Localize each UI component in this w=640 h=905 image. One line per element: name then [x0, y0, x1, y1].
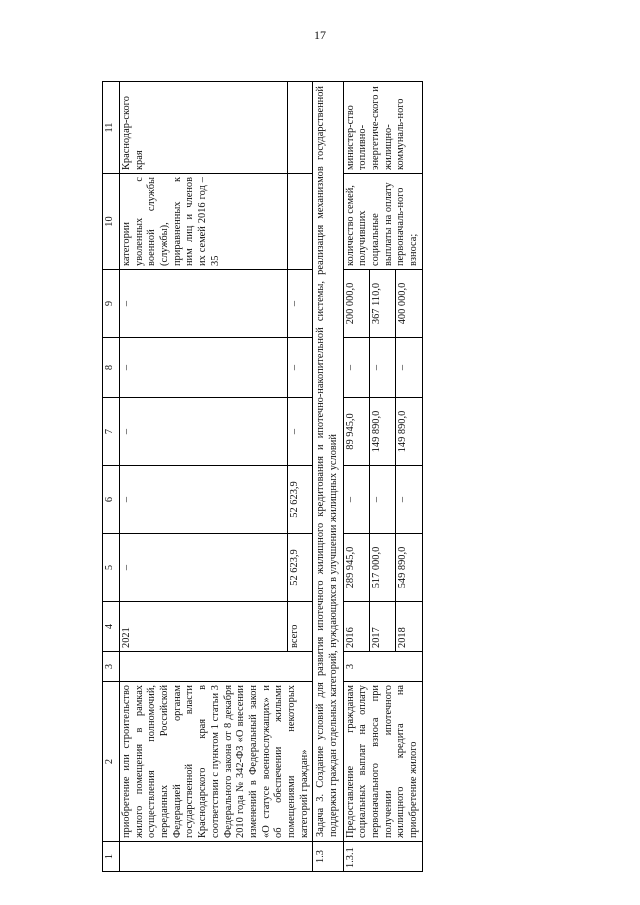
- header-cell: 4: [103, 602, 120, 652]
- task-number: 1.3: [313, 842, 343, 872]
- col3-cell: 3: [343, 652, 422, 682]
- measure-description: приобретение или строительство жилого помещения в рамках осуществления полномочий, переданных Российской Федерацией органам государственной власти Краснодарского края в соответствии с пунктом 1 статьи 3 Федерального закона от 8 декабря 2010 года № 342-ФЗ «О внесении изменений в Федеральный закон «О статусе военнослужащих» и об обеспечении жилыми помещениями некоторых категорий граждан»: [120, 682, 313, 842]
- value-cell: –: [288, 398, 313, 466]
- measure-description: Предоставление гражданам социальных выплат на оплату первоначального взноса при получении ипотечного жилищного кредита на приобретение жилого: [343, 682, 422, 842]
- value-cell: 400 000,0: [396, 270, 422, 338]
- header-cell: 2: [103, 682, 120, 842]
- task-row: [313, 82, 343, 872]
- header-cell: 11: [103, 82, 120, 174]
- col3-cell: [120, 652, 313, 682]
- table-row: [120, 82, 288, 872]
- page-number: 17: [314, 28, 326, 42]
- row-number-cell: 1.3.1: [343, 842, 422, 872]
- header-cell: 3: [103, 652, 120, 682]
- value-cell: 149 890,0: [396, 398, 422, 466]
- executor-cell: министер-ство топливно-энергетиче-ского и жилищно-коммуналь-ного: [343, 82, 422, 174]
- value-cell: –: [120, 466, 288, 534]
- value-cell: –: [396, 466, 422, 534]
- year-cell: 2016: [343, 602, 369, 652]
- value-cell: –: [120, 534, 288, 602]
- header-cell: 7: [103, 398, 120, 466]
- value-cell: –: [288, 338, 313, 398]
- header-cell: 5: [103, 534, 120, 602]
- executor-cell: Краснодар-ского края: [120, 82, 288, 174]
- header-cell: 6: [103, 466, 120, 534]
- value-cell: –: [120, 398, 288, 466]
- header-cell: 10: [103, 174, 120, 270]
- indicator-cell: [288, 174, 313, 270]
- value-cell: 200 000,0: [343, 270, 369, 338]
- value-cell: –: [288, 270, 313, 338]
- value-cell: 52 623,9: [288, 466, 313, 534]
- value-cell: –: [370, 466, 396, 534]
- table-row: [343, 82, 369, 872]
- program-table: [102, 81, 423, 872]
- year-cell: 2018: [396, 602, 422, 652]
- year-cell: 2021: [120, 602, 288, 652]
- year-cell: 2017: [370, 602, 396, 652]
- value-cell: 149 890,0: [370, 398, 396, 466]
- value-cell: –: [343, 466, 369, 534]
- row-number-cell: [120, 842, 313, 872]
- value-cell: –: [120, 270, 288, 338]
- value-cell: –: [343, 338, 369, 398]
- value-cell: 549 890,0: [396, 534, 422, 602]
- value-cell: 367 110,0: [370, 270, 396, 338]
- header-cell: 1: [103, 842, 120, 872]
- header-row: [103, 82, 120, 872]
- value-cell: 52 623,9: [288, 534, 313, 602]
- total-label: всего: [288, 602, 313, 652]
- value-cell: –: [120, 338, 288, 398]
- task-text: Задача 3. Создание условий для развития ипотечного жилищного кредитования и ипотечно-накопительной системы, реализация механизмов государственной поддержки граждан отдельных категорий, нуждающихся в улучшении жилищных условий: [313, 82, 343, 842]
- executor-cell: [288, 82, 313, 174]
- indicator-cell: категории уволенных с военной службы (службы), приравненных к ним лиц и членов их семей 2016 год – 35: [120, 174, 288, 270]
- value-cell: 89 945,0: [343, 398, 369, 466]
- value-cell: 289 945,0: [343, 534, 369, 602]
- value-cell: –: [370, 338, 396, 398]
- rotated-table-container: [102, 82, 530, 872]
- header-cell: 9: [103, 270, 120, 338]
- value-cell: 517 000,0: [370, 534, 396, 602]
- header-cell: 8: [103, 338, 120, 398]
- indicator-cell: количество семей, получивших социальные выплаты на оплату первоначаль-ного взноса;: [343, 174, 422, 270]
- value-cell: –: [396, 338, 422, 398]
